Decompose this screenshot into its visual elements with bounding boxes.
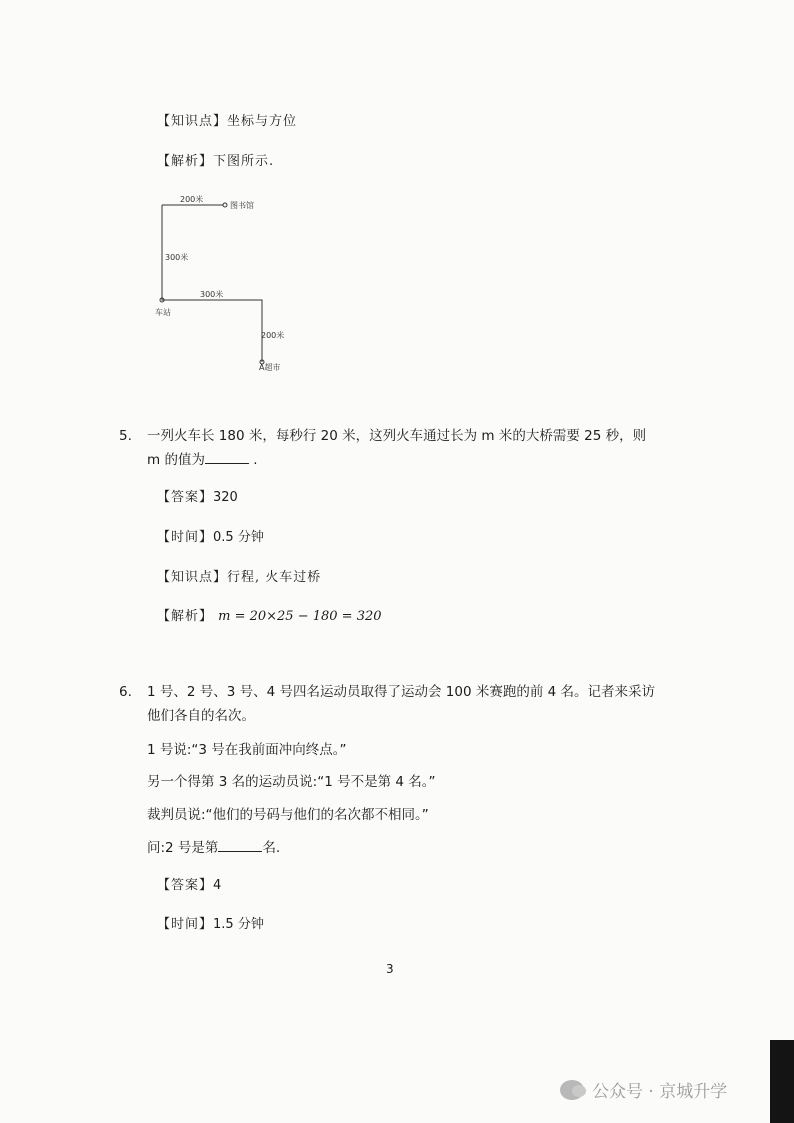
q5-text-post: . — [253, 452, 258, 468]
q5-answer-value: 320 — [213, 490, 238, 505]
q6-question — [147, 836, 280, 860]
knowledge-point: 【知识点】坐标与方位 — [157, 114, 298, 129]
q5-answer-blank — [205, 449, 249, 464]
q6-question-post: 名. — [262, 840, 281, 856]
scan-edge — [770, 1040, 794, 1123]
q6-question-pre: 问:2 号是第 — [147, 840, 219, 856]
q5-analysis — [157, 605, 382, 624]
q5-time — [157, 526, 264, 545]
q6-statement-3: 裁判员说:“他们的号码与他们的名次都不相同。” — [147, 807, 429, 823]
station-label: 车站 — [155, 308, 171, 317]
watermark — [560, 1077, 727, 1102]
wechat-logo-icon — [560, 1080, 584, 1100]
distance-vertical: 300米 — [165, 253, 189, 262]
q6-text-line1: 1 号、2 号、3 号、4 号四名运动员取得了运动会 100 米赛跑的前 4 名。记者来采访 — [147, 684, 656, 700]
distance-horizontal: 300米 — [200, 290, 224, 299]
market-label: A超市 — [259, 363, 281, 372]
q6-answer-blank — [218, 837, 262, 852]
q6-statement-1: 1 号说:“3 号在我前面冲向终点。” — [147, 742, 347, 758]
q6-statement-2: 另一个得第 3 名的运动员说:“1 号不是第 4 名。” — [147, 774, 436, 790]
q6-answer-tag: 【答案】 — [157, 878, 214, 893]
q5-analysis-tag: 【解析】 — [157, 609, 214, 624]
q6-text-line2: 他们各自的名次。 — [147, 708, 255, 724]
q6-time — [157, 913, 264, 932]
q5-analysis-formula: m = 20×25 − 180 = 320 — [218, 609, 382, 624]
analysis-label: 【解析】下图所示. — [157, 154, 275, 169]
q6-number: 6. — [119, 684, 132, 700]
q5-number: 5. — [119, 428, 132, 444]
q6-time-tag: 【时间】 — [157, 917, 214, 932]
q5-knowledge: 【知识点】行程, 火车过桥 — [157, 570, 322, 585]
q6-answer-value: 4 — [213, 878, 222, 893]
q5-text-line2 — [147, 448, 258, 472]
distance-library: 200米 — [180, 195, 204, 204]
q6-time-value: 1.5 分钟 — [213, 917, 264, 932]
q5-text-line1: 一列火车长 180 米，每秒行 20 米，这列火车通过长为 m 米的大桥需要 25 秒，则 — [147, 428, 647, 444]
q5-answer — [157, 486, 238, 505]
route-diagram — [140, 190, 310, 380]
distance-market: 200米 — [261, 331, 285, 340]
page-number: 3 — [386, 962, 394, 976]
q6-answer — [157, 874, 221, 893]
watermark-text: 公众号 · 京城升学 — [592, 1082, 728, 1102]
library-point — [223, 203, 227, 207]
q5-text-pre: m 的值为 — [147, 452, 205, 468]
q5-time-value: 0.5 分钟 — [213, 530, 264, 545]
library-label: 图书馆 — [230, 201, 254, 210]
q5-answer-tag: 【答案】 — [157, 490, 214, 505]
q5-time-tag: 【时间】 — [157, 530, 214, 545]
